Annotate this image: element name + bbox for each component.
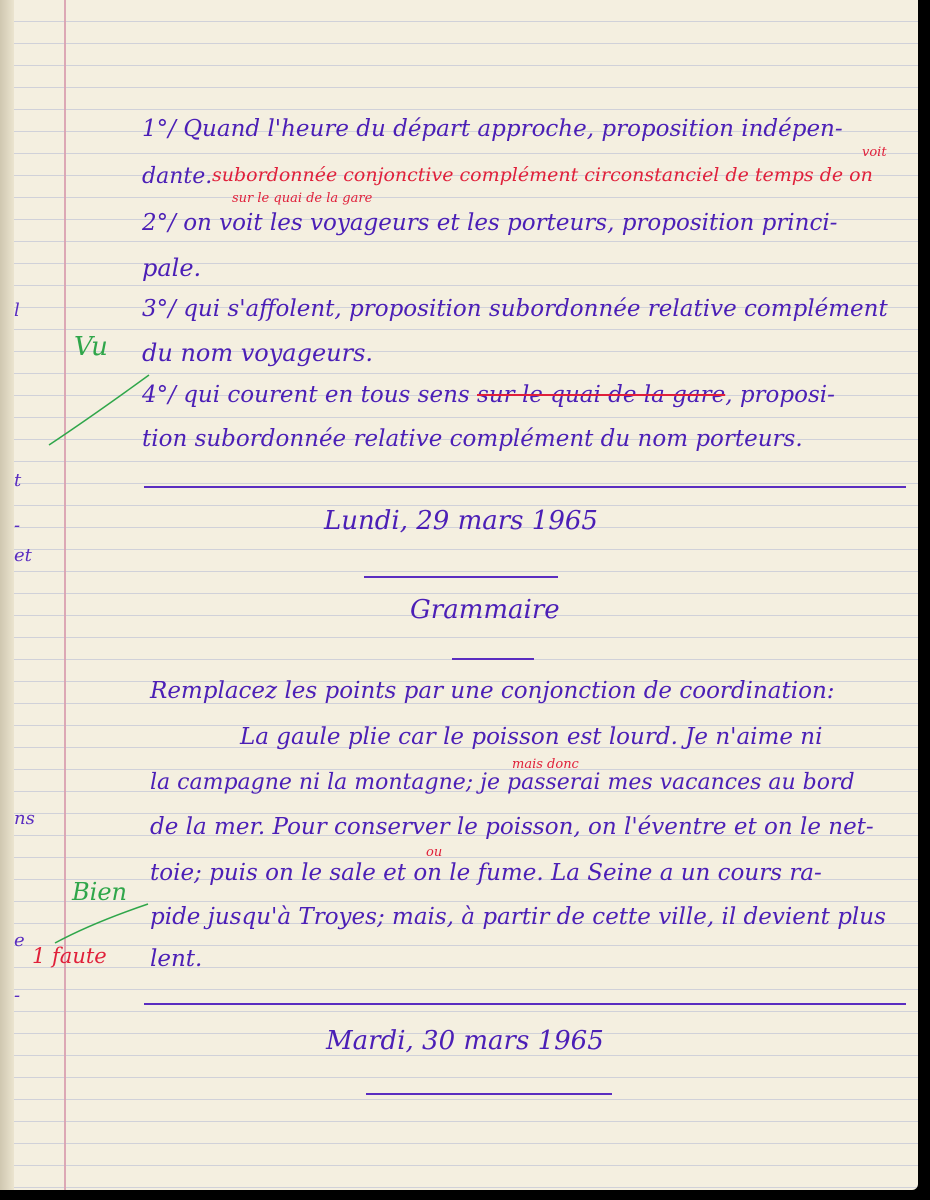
item-2-insert: sur le quai de la gare	[232, 191, 373, 206]
item-1-correction-above: voit	[862, 145, 887, 160]
notebook-page	[14, 0, 918, 1190]
left-page-fragment: ns	[14, 808, 35, 829]
item-4-line-1: 4°/ qui courent en tous sens sur le quai de la gare, proposi-	[142, 382, 835, 408]
heading-grammaire: Grammaire	[410, 595, 560, 625]
date-monday: Lundi, 29 mars 1965	[324, 506, 598, 536]
date-tuesday: Mardi, 30 mars 1965	[326, 1026, 604, 1056]
exercise-line-1: La gaule plie car le poisson est lourd. Je n'aime ni	[240, 724, 823, 750]
exercise-line-2: la campagne ni la montagne; je passerai mes vacances au bord	[150, 770, 855, 795]
item-1-correction: subordonnée conjonctive complément circonstanciel de temps de on	[212, 164, 873, 186]
teacher-note-bien: Bien	[72, 878, 127, 906]
exercise-correction-ou: ou	[426, 845, 443, 860]
short-divider	[366, 1093, 612, 1095]
exercise-instruction: Remplacez les points par une conjonction de coordination:	[150, 678, 835, 704]
binding-spine	[0, 0, 14, 1190]
exercise-line-6: lent.	[150, 946, 203, 972]
short-divider	[364, 576, 558, 578]
teacher-note-vu: Vu	[74, 332, 108, 362]
item-1-line-2-start: dante.	[142, 164, 213, 189]
margin-line	[64, 0, 66, 1190]
item-1-line-1: 1°/ Quand l'heure du départ approche, proposition indépen-	[142, 116, 843, 142]
teacher-note-fault: 1 faute	[32, 944, 107, 968]
section-divider	[144, 1003, 906, 1005]
left-page-fragment: -	[14, 515, 21, 536]
exercise-line-4: toie; puis on le sale et on le fume. La Seine a un cours ra-	[150, 860, 822, 886]
heading-underline	[452, 658, 534, 660]
teacher-check-stroke	[44, 370, 154, 450]
left-page-fragment: e	[14, 930, 25, 951]
item-3-line-1: 3°/ qui s'affolent, proposition subordonnée relative complément	[142, 296, 888, 322]
left-page-fragment: l	[14, 300, 20, 321]
left-page-fragment: -	[14, 985, 21, 1006]
section-divider	[144, 486, 906, 488]
item-3-line-2: du nom voyageurs.	[142, 339, 374, 367]
item-2-line-1: 2°/ on voit les voyageurs et les porteurs, proposition princi-	[142, 210, 838, 236]
left-page-fragment: t	[14, 470, 22, 491]
item-2-line-2: pale.	[142, 254, 202, 282]
exercise-correction-mais-donc: mais donc	[512, 757, 579, 772]
exercise-line-3: de la mer. Pour conserver le poisson, on l'éventre et on le net-	[150, 814, 874, 840]
item-4-line-2: tion subordonnée relative complément du nom porteurs.	[142, 426, 803, 452]
left-page-fragment: et	[14, 545, 32, 566]
exercise-line-5: pide jusqu'à Troyes; mais, à partir de cette ville, il devient plus	[150, 904, 886, 930]
teacher-check-stroke	[52, 898, 152, 948]
